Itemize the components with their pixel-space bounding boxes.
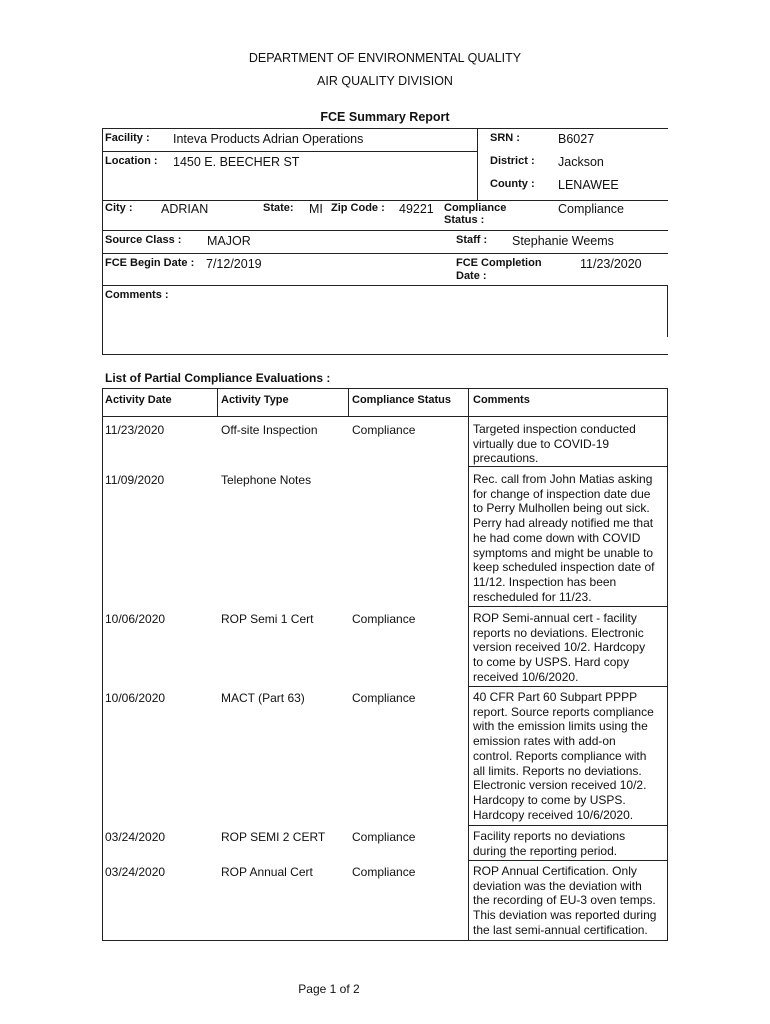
pce-section-title: List of Partial Compliance Evaluations : — [105, 371, 331, 385]
source-class-value: MAJOR — [207, 234, 251, 248]
zip-label: Zip Code : — [331, 202, 385, 214]
division-heading: AIR QUALITY DIVISION — [317, 74, 453, 88]
table-row-status: Compliance — [352, 423, 416, 437]
table-row-type: ROP SEMI 2 CERT — [221, 830, 326, 844]
fce-completion-value: 11/23/2020 — [580, 257, 642, 271]
table-row-status: Compliance — [352, 612, 416, 626]
col-header-compliance-status: Compliance Status — [352, 394, 452, 406]
page-number: Page 1 of 2 — [298, 982, 360, 996]
table-row-comments: Targeted inspection conducted virtually due to COVID-19 precautions. — [473, 422, 636, 466]
compliance-status-label-2: Status : — [444, 214, 485, 226]
state-label: State: — [263, 202, 294, 214]
location-value: 1450 E. BEECHER ST — [173, 155, 300, 169]
table-row-date: 03/24/2020 — [105, 865, 166, 879]
staff-value: Stephanie Weems — [512, 234, 614, 248]
table-row-type: Telephone Notes — [221, 473, 312, 487]
col-header-activity-date: Activity Date — [105, 394, 172, 406]
table-row-status: Compliance — [352, 691, 416, 705]
district-label: District : — [490, 155, 535, 167]
staff-label: Staff : — [456, 234, 488, 246]
table-row-comments: Facility reports no deviations during the reporting period. — [473, 829, 626, 858]
table-row-status: Compliance — [352, 830, 416, 844]
facility-value: Inteva Products Adrian Operations — [173, 132, 364, 146]
fce-completion-label-2: Date : — [456, 270, 487, 282]
compliance-status-label: Compliance — [444, 202, 507, 214]
table-row-date: 11/23/2020 — [105, 423, 165, 437]
state-value: MI — [309, 202, 323, 216]
table-row-type: ROP Semi 1 Cert — [221, 612, 314, 626]
facility-label: Facility : — [105, 132, 150, 144]
table-row-date: 10/06/2020 — [105, 612, 166, 626]
city-value: ADRIAN — [161, 202, 209, 216]
table-row-comments: 40 CFR Part 60 Subpart PPPP report. Source reports compliance with the emission limits using the emission rates with add-on control. Reports compliance with all limits. Reports no deviations. Electronic version received 10/2. Hardcopy to come by USPS. Hardcopy received 10/6/2020. — [473, 690, 654, 822]
srn-label: SRN : — [490, 132, 520, 144]
department-heading: DEPARTMENT OF ENVIRONMENTAL QUALITY — [248, 51, 522, 65]
report-title: FCE Summary Report — [320, 110, 450, 124]
district-value: Jackson — [558, 155, 604, 169]
city-label: City : — [105, 202, 133, 214]
table-row-type: MACT (Part 63) — [221, 691, 305, 705]
col-header-activity-type: Activity Type — [221, 394, 289, 406]
fce-begin-label: FCE Begin Date : — [105, 257, 195, 269]
comments-label: Comments : — [105, 289, 169, 301]
table-row-date: 03/24/2020 — [105, 830, 166, 844]
location-label: Location : — [105, 155, 158, 167]
table-row-type: Off-site Inspection — [221, 423, 318, 437]
table-row-type: ROP Annual Cert — [221, 865, 313, 879]
source-class-label: Source Class : — [105, 234, 182, 246]
compliance-status-value: Compliance — [558, 202, 625, 216]
county-label: County : — [490, 178, 535, 190]
fce-begin-value: 7/12/2019 — [206, 257, 262, 271]
table-row-date: 11/09/2020 — [105, 473, 165, 487]
table-row-date: 10/06/2020 — [105, 691, 166, 705]
zip-value: 49221 — [399, 202, 434, 216]
col-header-comments: Comments — [473, 394, 530, 406]
table-row-comments: Rec. call from John Matias asking for change of inspection date due to Perry Mulhollen being out sick. Perry had already notified me that he had come down with COVID symptoms and might be unable to keep scheduled inspection date of 11/12. Inspection has been rescheduled for 11/23. — [473, 472, 655, 604]
table-row-comments: ROP Annual Certification. Only deviation was the deviation with the recording of EU-3 oven temps. This deviation was reported during the last semi-annual certification. — [473, 864, 657, 937]
table-row-status: Compliance — [352, 865, 416, 879]
county-value: LENAWEE — [558, 178, 619, 192]
fce-completion-label: FCE Completion — [456, 257, 542, 269]
table-row-comments: ROP Semi-annual cert - facility reports no deviations. Electronic version received 10/2. Hardcopy to come by USPS. Hard copy received 10/6/2020. — [473, 611, 646, 684]
srn-value: B6027 — [558, 132, 595, 146]
